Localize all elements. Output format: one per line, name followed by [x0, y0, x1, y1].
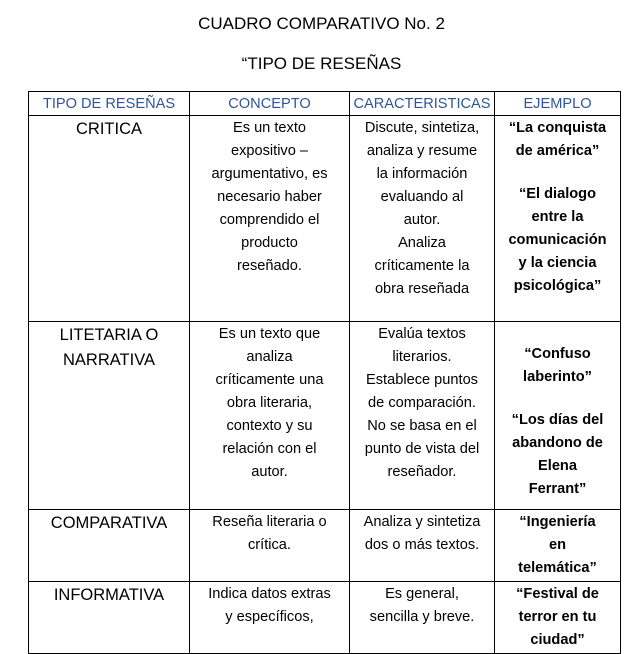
comparison-table [28, 91, 621, 654]
cell-tipo [29, 116, 190, 322]
ejemplo-line: y la ciencia [518, 255, 597, 271]
caracteristicas-line: reseñador. [387, 464, 457, 480]
cell-ejemplo [495, 510, 621, 582]
caracteristicas-line: críticamente la [374, 258, 470, 274]
ejemplo-line: en [548, 537, 567, 553]
caracteristicas-line: Analiza y sintetiza [363, 514, 481, 530]
cell-tipo [29, 510, 190, 582]
concepto-line: Reseña literaria o [212, 514, 327, 530]
ejemplo-line: psicológica” [513, 278, 602, 294]
ejemplo-line: comunicación [508, 232, 607, 248]
caracteristicas-line: obra reseñada [374, 281, 470, 297]
ejemplo-line: telemática” [518, 560, 597, 576]
caracteristicas-line: No se basa en el [367, 418, 477, 434]
concepto-line: críticamente una [215, 372, 324, 388]
concepto-line: necesario haber [217, 189, 322, 205]
ejemplo-line: ciudad” [530, 632, 585, 648]
ejemplo-line: abandono de [512, 435, 603, 451]
concepto-line: analiza [246, 349, 293, 365]
cell-concepto [190, 322, 350, 510]
concepto-line: argumentativo, es [211, 166, 328, 182]
caracteristicas-line: autor. [403, 212, 441, 228]
ejemplo-line: de américa” [515, 143, 600, 159]
ejemplo-line: Ferrant” [528, 481, 587, 497]
tipo-line: LITETARIA O [59, 326, 159, 344]
concepto-line: comprendido el [219, 212, 320, 228]
cell-caracteristicas [350, 510, 495, 582]
cell-ejemplo [495, 116, 621, 322]
table-row [29, 116, 621, 322]
header-caracteristicas: CARACTERISTICAS [350, 92, 495, 116]
ejemplo-line: “Los días del [511, 412, 604, 428]
caracteristicas-line: literarios. [392, 349, 452, 365]
ejemplo-line: “Festival de [516, 586, 599, 602]
document-title: CUADRO COMPARATIVO No. 2 [198, 14, 445, 33]
table-row [29, 510, 621, 582]
ejemplo-line: “Confuso [524, 346, 591, 362]
caracteristicas-line: dos o más textos. [364, 537, 480, 553]
tipo-line: INFORMATIVA [53, 586, 165, 604]
caracteristicas-line: sencilla y breve. [369, 609, 475, 625]
caracteristicas-line: Discute, sintetiza, [364, 120, 480, 136]
concepto-line: Es un texto [232, 120, 306, 136]
ejemplo-line: “La conquista [508, 120, 607, 136]
concepto-line: Indica datos extras [208, 586, 331, 602]
ejemplo-line: Elena [538, 458, 577, 474]
header-ejemplo: EJEMPLO [495, 92, 621, 116]
concepto-line: autor. [251, 464, 288, 480]
header-tipo: TIPO DE RESEÑAS [29, 92, 190, 116]
ejemplo-line: “El dialogo [518, 186, 597, 202]
concepto-line: Es un texto que [218, 326, 321, 342]
concepto-line: y específicos, [225, 609, 314, 625]
concepto-line: contexto y su [226, 418, 313, 434]
ejemplo-line: terror en tu [518, 609, 597, 625]
caracteristicas-line: Evalúa textos [378, 326, 466, 342]
concepto-line: relación con el [222, 441, 317, 457]
cell-caracteristicas [350, 322, 495, 510]
tipo-line: CRITICA [76, 120, 142, 138]
document-subtitle: “TIPO DE RESEÑAS [241, 54, 402, 73]
concepto-line: reseñado. [237, 258, 302, 274]
tipo-line: COMPARATIVA [50, 514, 168, 532]
cell-concepto [190, 116, 350, 322]
concepto-line: expositivo – [230, 143, 309, 159]
table-header-row [29, 92, 621, 116]
ejemplo-line: entre la [531, 209, 584, 225]
caracteristicas-line: analiza y resume [366, 143, 478, 159]
ejemplo-line: laberinto” [523, 369, 592, 385]
cell-concepto [190, 510, 350, 582]
caracteristicas-line: de comparación. [368, 395, 476, 411]
cell-ejemplo [495, 322, 621, 510]
cell-tipo [29, 322, 190, 510]
caracteristicas-line: Establece puntos [366, 372, 478, 388]
concepto-line: obra literaria, [226, 395, 313, 411]
concepto-line: crítica. [248, 537, 291, 553]
ejemplo-line: “Ingeniería [519, 514, 596, 530]
caracteristicas-line: la información [376, 166, 468, 182]
caracteristicas-line: Es general, [385, 586, 459, 602]
header-concepto: CONCEPTO [190, 92, 350, 116]
caracteristicas-line: Analiza [398, 235, 446, 251]
concepto-line: producto [241, 235, 298, 251]
cell-caracteristicas [350, 116, 495, 322]
caracteristicas-line: evaluando al [380, 189, 464, 205]
table-row [29, 322, 621, 510]
tipo-line: NARRATIVA [63, 351, 155, 369]
caracteristicas-line: punto de vista del [364, 441, 480, 457]
